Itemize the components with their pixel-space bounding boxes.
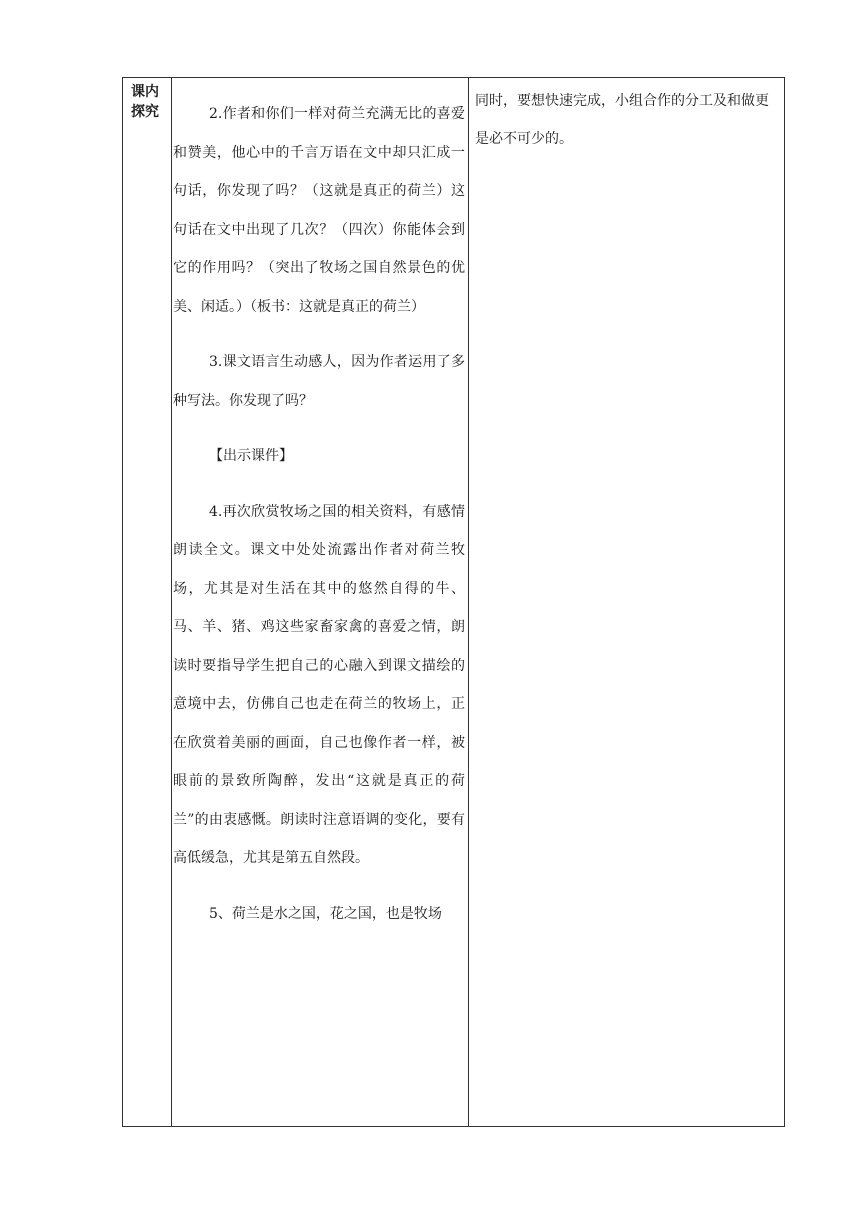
column-divider xyxy=(468,78,469,1126)
paragraph: 4.再次欣赏牧场之国的相关资料，有感情朗读全文。课文中处处流露出作者对荷兰牧场，尤其是对生活在其中的悠然自得的牛、马、羊、猪、鸡这些家畜家禽的喜爱之情，朗读时要指导学生把自己的心融入到课文描绘的意境中去，仿佛自己也走在荷兰的牧场上，正在欣赏着美丽的画面，自己也像作者一样，被眼前的景致所陶醉，发出“这就是真正的荷兰”的由衷感慨。朗读时注意语调的变化，要有高低缓急，尤其是第五自然段。 xyxy=(173,503,465,866)
paragraph: 2.作者和你们一样对荷兰充满无比的喜爱和赞美，他心中的千言万语在文中却只汇成一句话，你发现了吗？（这就是真正的荷兰）这句话在文中出现了几次？（四次）你能体会到它的作用吗？（突出了牧场之国自然景色的优美、闲适。）（板书：这就是真正的荷兰） xyxy=(173,106,465,315)
paragraph: 5、荷兰是水之国，花之国，也是牧场 xyxy=(209,905,442,922)
row-label: 课内探究 xyxy=(131,84,159,120)
column-divider xyxy=(171,78,172,1126)
paragraph: 【出示课件】 xyxy=(209,448,293,464)
notes-column xyxy=(475,82,779,158)
notes-text: 同时，要想快速完成，小组合作的分工及和做更是必不可少的。 xyxy=(475,93,769,147)
teaching-process-column xyxy=(173,78,465,933)
paragraph: 3.课文语言生动感人，因为作者运用了多种写法。你发现了吗？ xyxy=(173,354,465,409)
lesson-table xyxy=(122,77,785,1127)
